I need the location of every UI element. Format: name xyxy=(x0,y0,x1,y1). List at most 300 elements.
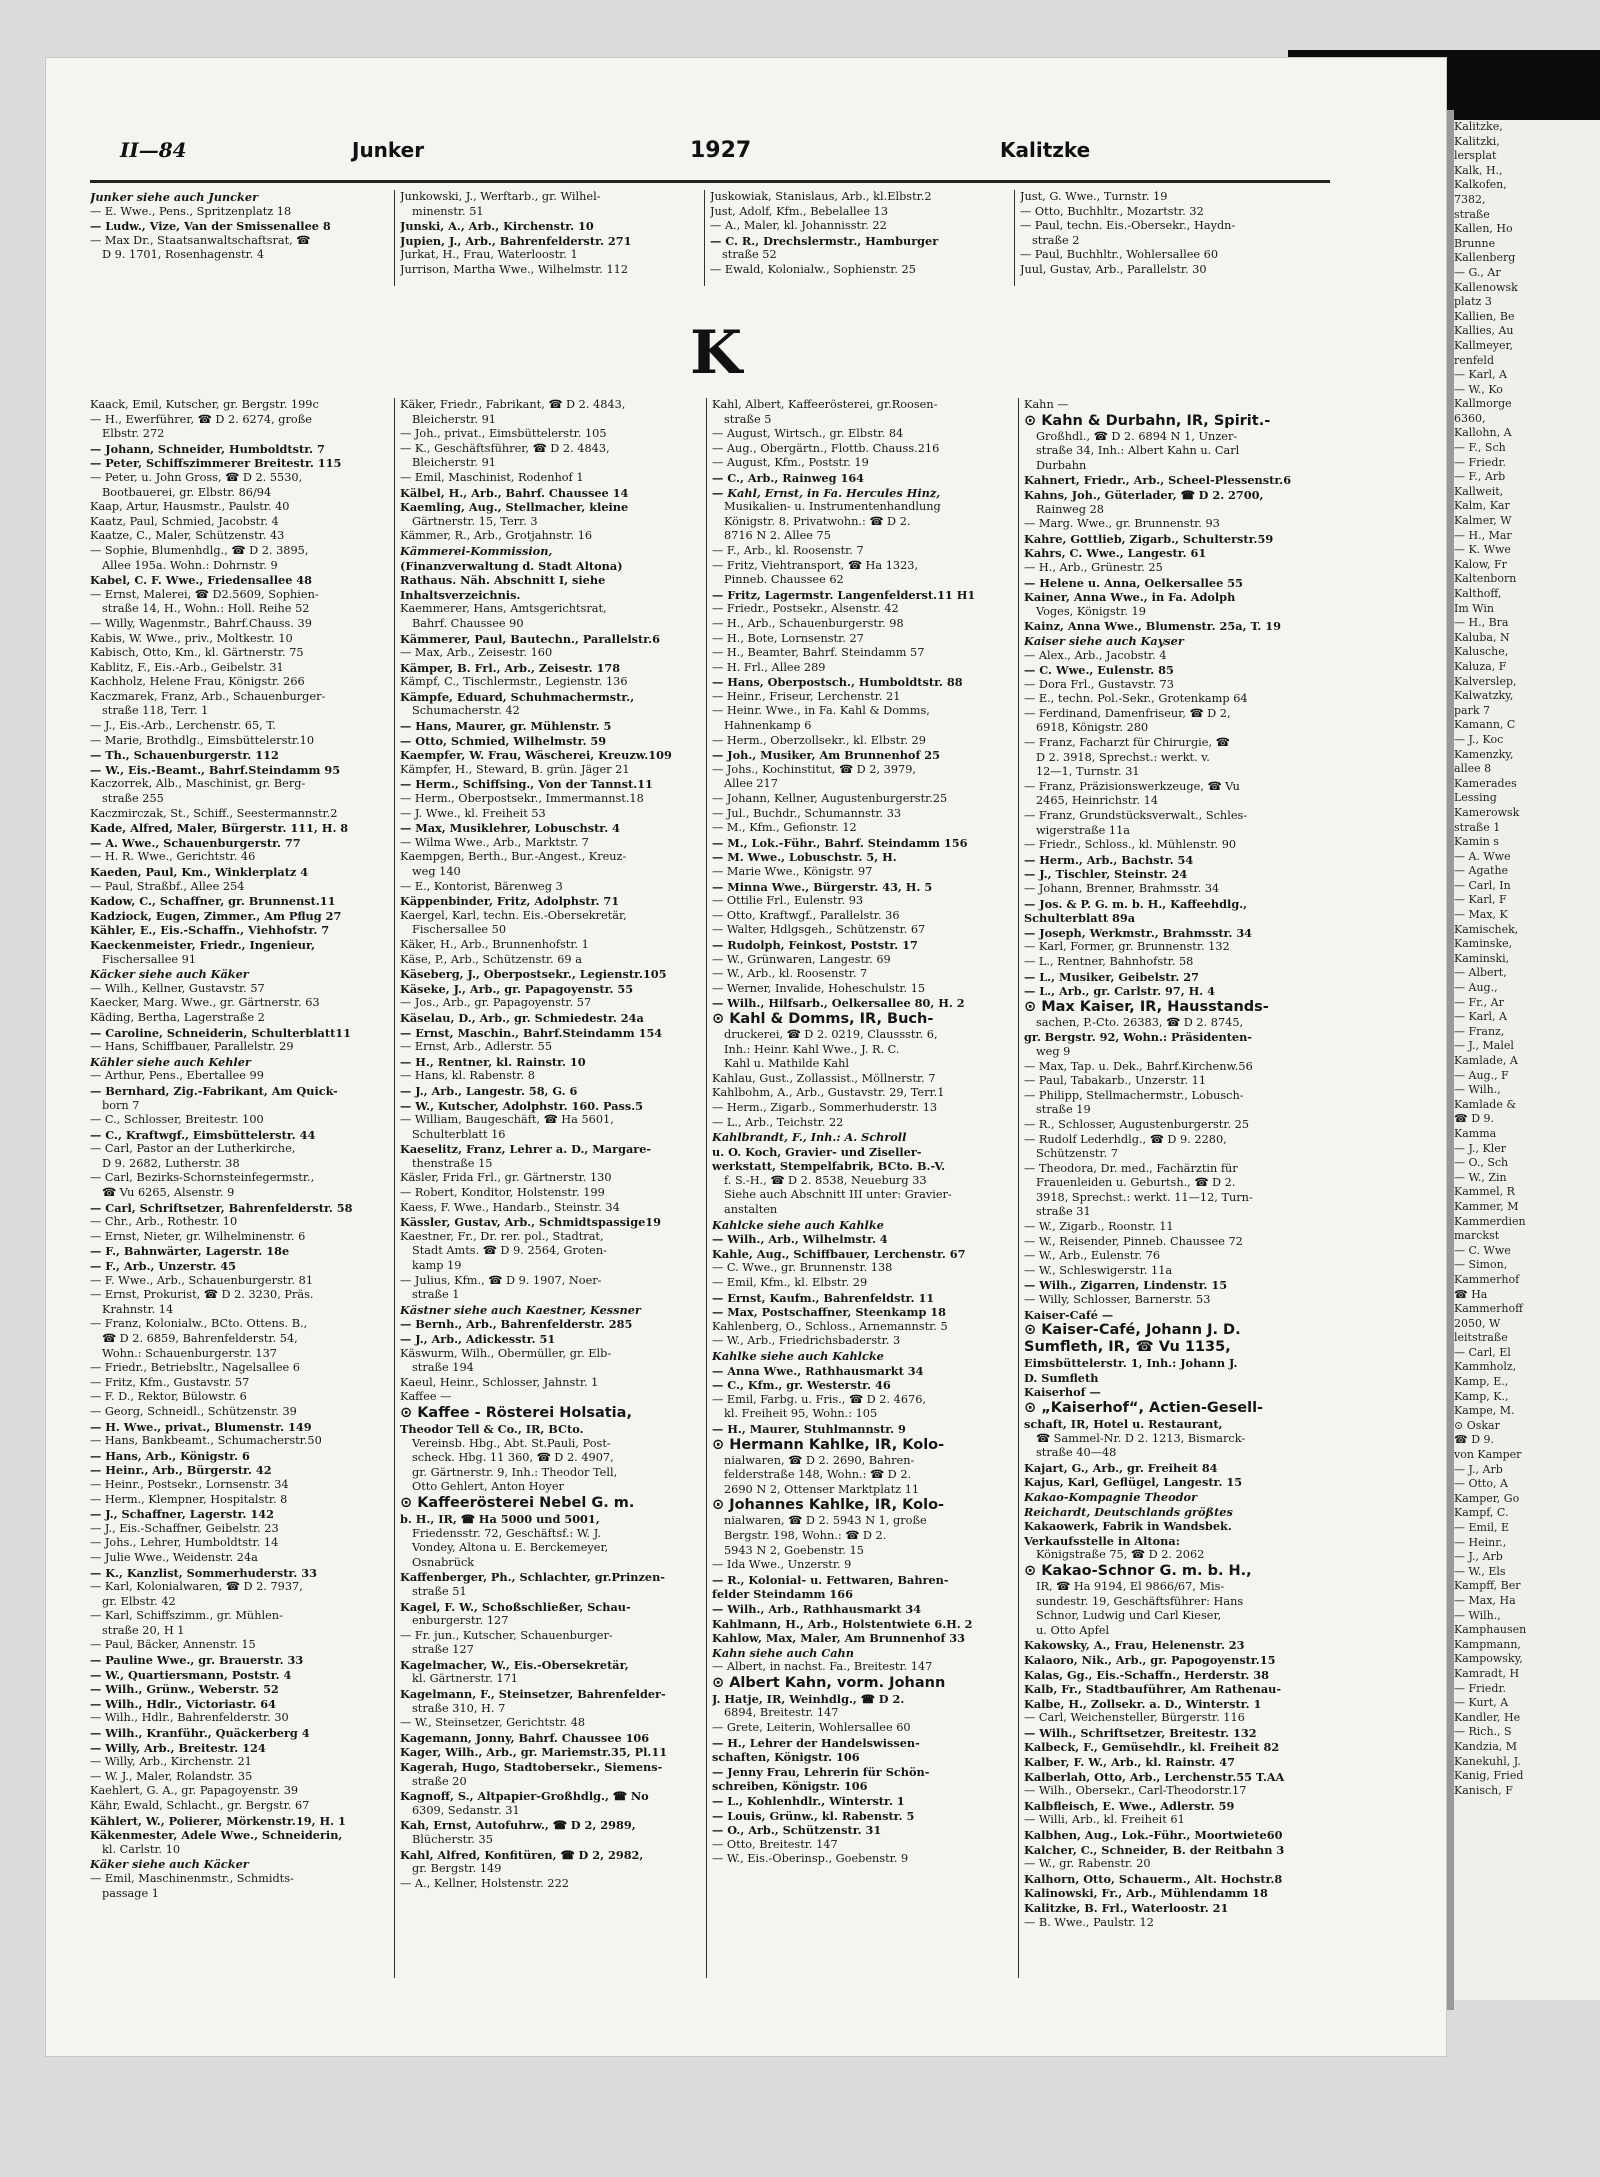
directory-entry-line: — Helene u. Anna, Oelkersallee 55 xyxy=(1024,575,1243,590)
directory-entry-line: Käkenmester, Adele Wwe., Schneiderin, xyxy=(90,1828,343,1843)
directory-entry-line: ⊙ Albert Kahn, vorm. Johann xyxy=(712,1674,946,1691)
directory-entry-line: — K., Kanzlist, Sommerhuderstr. 33 xyxy=(90,1565,317,1580)
directory-entry-line: Kalbe, H., Zollsekr. a. D., Winterstr. 1 xyxy=(1024,1696,1262,1711)
next-page-line: Im Win xyxy=(1454,601,1494,615)
next-page-line: Lessing xyxy=(1454,791,1497,805)
next-page-line: ⊙ Oskar xyxy=(1454,1418,1500,1432)
directory-entry-line: — J., Schaffner, Lagerstr. 142 xyxy=(90,1507,274,1522)
next-page-line: Kamradt, H xyxy=(1454,1666,1520,1680)
directory-entry-line: — Herm., Zigarb., Sommerhuderstr. 13 xyxy=(712,1100,938,1114)
next-page-line: Kalkofen, xyxy=(1454,178,1507,192)
directory-entry-line: 12—1, Turnstr. 31 xyxy=(1036,765,1140,779)
directory-entry-line: Kaempfer, W. Frau, Wäscherei, Kreuzw.109 xyxy=(400,748,672,763)
directory-entry-line: Kablitz, F., Eis.-Arb., Geibelstr. 31 xyxy=(90,660,284,674)
directory-entry-line: — W., Quartiersmann, Poststr. 4 xyxy=(90,1667,292,1682)
column-rule xyxy=(1014,190,1015,286)
directory-entry-line: Hahnenkamp 6 xyxy=(724,719,812,733)
directory-entry-line: — W., Arb., Eulenstr. 76 xyxy=(1024,1249,1161,1263)
next-page-line: — A. Wwe xyxy=(1454,849,1511,863)
directory-entry-line: — H., Lehrer der Handelswissen- xyxy=(712,1735,920,1750)
directory-entry-line: — H., Bote, Lornsenstr. 27 xyxy=(712,631,864,645)
directory-entry-line: Käse, P., Arb., Schützenstr. 69 a xyxy=(400,952,582,966)
directory-entry-line: Rainweg 28 xyxy=(1036,502,1104,516)
directory-entry-line: sachen, P.-Cto. 26383, ☎ D 2. 8745, xyxy=(1036,1015,1244,1029)
directory-entry-line: Kählert, W., Polierer, Mörkenstr.19, H. 1 xyxy=(90,1813,346,1828)
directory-entry-line: — Ferdinand, Damenfriseur, ☎ D 2, xyxy=(1024,706,1231,720)
directory-entry-line: Fischersallee 50 xyxy=(412,923,507,937)
directory-entry-line: (Finanzverwaltung d. Stadt Altona) xyxy=(400,558,623,573)
next-page-line: lersplat xyxy=(1454,149,1497,163)
directory-entry-line: — Ernst, Malerei, ☎ D2.5609, Sophien- xyxy=(90,587,319,601)
directory-entry-line: — Heinr. Wwe., in Fa. Kahl & Domms, xyxy=(712,704,930,718)
directory-entry-line: — H., Arb., Schauenburgerstr. 98 xyxy=(712,616,904,630)
next-page-line: — Fr., Ar xyxy=(1454,995,1504,1009)
directory-entry-line: — Johs., Kochinstitut, ☎ D 2, 3979, xyxy=(712,762,917,776)
book-spine xyxy=(1446,110,1454,2010)
next-page-line: Kallohn, A xyxy=(1454,426,1512,440)
directory-entry-line: Kahre, Gottlieb, Zigarb., Schulterstr.59 xyxy=(1024,531,1274,546)
header-rule xyxy=(90,180,1330,183)
directory-entry-line: — Paul, techn. Eis.-Obersekr., Haydn- xyxy=(1020,219,1236,233)
next-page-line: — Karl, A xyxy=(1454,1010,1507,1024)
directory-entry-line: ☎ D 2. 6859, Bahrenfelderstr. 54, xyxy=(102,1332,298,1345)
directory-entry-line: Krahnstr. 14 xyxy=(102,1302,174,1316)
directory-entry-line: Vereinsb. Hbg., Abt. St.Pauli, Post- xyxy=(412,1436,611,1450)
directory-entry-line: — Franz, Präzisionswerkzeuge, ☎ Vu xyxy=(1024,779,1240,793)
directory-entry-line: — M. Wwe., Lobuschstr. 5, H. xyxy=(712,850,897,865)
next-page-line: — Carl, In xyxy=(1454,878,1511,892)
directory-entry-line: — W., Zigarb., Roonstr. 11 xyxy=(1024,1220,1174,1234)
directory-entry-line: — Paul, Tabakarb., Unzerstr. 11 xyxy=(1024,1074,1207,1088)
directory-entry-line: — O., Arb., Schützenstr. 31 xyxy=(712,1823,882,1838)
directory-entry-line: Kaack, Emil, Kutscher, gr. Bergstr. 199c xyxy=(90,398,319,411)
directory-entry-line: Vondey, Altona u. E. Berckemeyer, xyxy=(412,1541,609,1555)
directory-entry-line: — F., Bahnwärter, Lagerstr. 18e xyxy=(90,1244,290,1259)
directory-entry-line: — Carl, Schriftsetzer, Bahrenfelderstr. 58 xyxy=(90,1200,353,1215)
directory-entry-line: Kadziock, Eugen, Zimmer., Am Pflug 27 xyxy=(90,908,342,923)
directory-entry-line: — Wilh., Grünw., Weberstr. 52 xyxy=(90,1682,279,1697)
directory-entry-line: — A., Kellner, Holstenstr. 222 xyxy=(400,1876,569,1890)
directory-entry-line: — K., Geschäftsführer, ☎ D 2. 4843, xyxy=(400,441,610,455)
next-page-line: — Agathe xyxy=(1454,864,1509,878)
directory-entry-line: nialwaren, ☎ D 2. 5943 N 1, große xyxy=(724,1514,927,1528)
directory-entry-line: — Wilh., Hdlr., Victoriastr. 64 xyxy=(90,1696,277,1711)
directory-entry-line: Kakao-Kompagnie Theodor xyxy=(1024,1489,1198,1504)
directory-entry-line: — Wilh., Hilfsarb., Oelkersallee 80, H. 2 xyxy=(712,996,965,1011)
column-rule xyxy=(706,398,707,1978)
next-page-line: Kallenowsk xyxy=(1454,280,1518,294)
next-page-line: von Kamper xyxy=(1454,1448,1522,1462)
directory-entry-line: gr. Gärtnerstr. 9, Inh.: Theodor Tell, xyxy=(412,1465,618,1479)
directory-entry-line: Musikalien- u. Instrumentenhandlung xyxy=(724,500,941,514)
directory-entry-line: Kahlmann, H., Arb., Holstentwiete 6.H. 2 xyxy=(712,1616,973,1631)
directory-entry-line: IR, ☎ Ha 9194, El 9866/67, Mis- xyxy=(1036,1579,1225,1593)
directory-entry-line: Otto Gehlert, Anton Hoyer xyxy=(412,1480,564,1494)
directory-entry-line: — Willy, Wagenmstr., Bahrf.Chauss. 39 xyxy=(90,616,312,630)
directory-entry-line: straße 20 xyxy=(412,1774,467,1788)
directory-entry-line: Juskowiak, Stanislaus, Arb., kl.Elbstr.2 xyxy=(710,190,932,203)
directory-entry-line: Kahlenberg, O., Schloss., Arnemannstr. 5 xyxy=(712,1319,948,1333)
directory-entry-line: straße 52 xyxy=(722,248,777,262)
directory-entry-line: passage 1 xyxy=(102,1886,159,1900)
directory-entry-line: Kaiser siehe auch Kayser xyxy=(1024,633,1184,648)
directory-entry-line: — Herm., Oberpostsekr., Immermannst.18 xyxy=(400,792,644,806)
directory-entry-line: Käswurm, Wilh., Obermüller, gr. Elb- xyxy=(400,1346,612,1360)
next-page-line: — Otto, A xyxy=(1454,1477,1508,1491)
next-page-line: Kammerhoff xyxy=(1454,1302,1523,1316)
directory-entry-line: — Aug., Obergärtn., Flottb. Chauss.216 xyxy=(712,441,940,455)
directory-entry-line: — R., Kolonial- u. Fettwaren, Bahren- xyxy=(712,1572,949,1587)
next-page-line: allee 8 xyxy=(1454,762,1492,776)
directory-entry-line: — Friedr., Schloss., kl. Mühlenstr. 90 xyxy=(1024,838,1237,852)
next-page-line: 6360, xyxy=(1454,411,1486,425)
directory-entry-line: — Emil, Kfm., kl. Elbstr. 29 xyxy=(712,1276,868,1290)
next-page-fragment xyxy=(1454,120,1600,2000)
directory-entry-line: Käppenbinder, Fritz, Adolphstr. 71 xyxy=(400,894,620,909)
directory-entry-line: Kalb, Fr., Stadtbauführer, Am Rathenau- xyxy=(1024,1682,1282,1697)
directory-entry-line: — Karl, Former, gr. Brunnenstr. 132 xyxy=(1024,940,1230,954)
next-page-line: Kampe, M. xyxy=(1454,1404,1515,1418)
directory-entry-line: Königstraße 75, ☎ D 2. 2062 xyxy=(1036,1548,1205,1562)
directory-entry-line: Kaiser-Café — xyxy=(1024,1307,1114,1322)
directory-entry-line: Bahrf. Chaussee 90 xyxy=(412,616,524,630)
directory-entry-line: straße 34, Inh.: Albert Kahn u. Carl xyxy=(1036,444,1240,458)
directory-entry-line: Kaatze, C., Maler, Schützenstr. 43 xyxy=(90,529,285,543)
directory-entry-line: Bergstr. 198, Wohn.: ☎ D 2. xyxy=(724,1528,887,1542)
next-page-line: Kallweit, xyxy=(1454,484,1504,498)
directory-entry-line: Kagerah, Hugo, Stadtobersekr., Siemens- xyxy=(400,1760,663,1775)
directory-entry-line: gr. Elbstr. 42 xyxy=(102,1594,176,1608)
directory-entry-line: — W., Grünwaren, Langestr. 69 xyxy=(712,952,891,966)
directory-entry-line: felder Steindamm 166 xyxy=(712,1587,854,1602)
next-page-line: straße 1 xyxy=(1454,820,1501,834)
directory-entry-line: Kämmerer, Paul, Bautechn., Parallelstr.6 xyxy=(400,631,660,646)
directory-entry-line: — Wilh., Obersekr., Carl-Theodorstr.17 xyxy=(1024,1784,1247,1798)
directory-entry-line: D. Sumfleth xyxy=(1024,1370,1099,1385)
directory-entry-line: Kahl, Albert, Kaffeerösterei, gr.Roosen- xyxy=(712,398,938,411)
directory-entry-line: Kahlau, Gust., Zollassist., Möllnerstr. 7 xyxy=(712,1071,936,1085)
directory-entry-line: Kalbhen, Aug., Lok.-Führ., Moortwiete60 xyxy=(1024,1828,1283,1843)
directory-entry-line: Kaiserhof — xyxy=(1024,1385,1101,1400)
directory-entry-line: — Wilh., Arb., Rathhausmarkt 34 xyxy=(712,1601,922,1616)
header-year: 1927 xyxy=(690,138,752,163)
directory-entry-line: ⊙ Kaffeerösterei Nebel G. m. xyxy=(400,1494,635,1511)
directory-entry-line: ⊙ Johannes Kahlke, IR, Kolo- xyxy=(712,1497,945,1514)
directory-entry-line: — Louis, Grünw., kl. Rabenstr. 5 xyxy=(712,1808,915,1823)
directory-entry-line: — Willy, Arb., Kirchenstr. 21 xyxy=(90,1755,252,1769)
next-page-line: — F., Sch xyxy=(1454,441,1506,455)
directory-entry-line: Kaeselitz, Franz, Lehrer a. D., Margare- xyxy=(400,1142,652,1157)
next-page-line: Kandler, He xyxy=(1454,1710,1521,1724)
directory-entry-line: — Hans, kl. Rabenstr. 8 xyxy=(400,1069,535,1083)
directory-entry-line: — Wilh., Kellner, Gustavstr. 57 xyxy=(90,981,265,995)
next-page-line: — Aug., xyxy=(1454,981,1498,995)
directory-entry-line: Kalas, Gg., Eis.-Schaffn., Herderstr. 38 xyxy=(1024,1667,1269,1682)
next-page-line: Kalthoff, xyxy=(1454,587,1502,600)
directory-entry-line: straße 127 xyxy=(412,1643,474,1657)
directory-entry-line: — Bernhard, Zig.-Fabrikant, Am Quick- xyxy=(90,1083,338,1098)
directory-entry-line: Kaehlert, G. A., gr. Papagoyenstr. 39 xyxy=(90,1784,299,1798)
directory-entry-line: — Herm., Schiffsing., Von der Tannst.11 xyxy=(400,777,653,792)
next-page-line: Kampowsky, xyxy=(1454,1652,1523,1666)
next-page-line: — Max, K xyxy=(1454,908,1508,922)
directory-entry-line: — Ernst, Nieter, gr. Wilhelminenstr. 6 xyxy=(90,1229,306,1243)
directory-entry-line: — Emil, Maschinist, Rodenhof 1 xyxy=(400,470,584,484)
directory-entry-line: — F., Arb., Unzerstr. 45 xyxy=(90,1259,237,1274)
directory-entry-line: Kaess, F. Wwe., Handarb., Steinstr. 34 xyxy=(400,1200,620,1214)
directory-entry-line: Schützenstr. 7 xyxy=(1036,1147,1118,1161)
directory-entry-line: — Marg. Wwe., gr. Brunnenstr. 93 xyxy=(1024,517,1220,531)
top-column xyxy=(710,190,1010,286)
directory-entry-line: Kager, Wilh., Arb., gr. Mariemstr.35, Pl.11 xyxy=(400,1745,668,1760)
directory-entry-line: — Max, Tap. u. Dek., Bahrf.Kirchenw.56 xyxy=(1024,1059,1253,1073)
directory-entry-line: Schulterblatt 16 xyxy=(412,1127,506,1141)
directory-entry-line: — Max Dr., Staatsanwaltschaftsrat, ☎ xyxy=(90,233,311,247)
directory-entry-line: — Rudolph, Feinkost, Poststr. 17 xyxy=(712,937,918,952)
directory-entry-line: Friedensstr. 72, Geschäftsf.: W. J. xyxy=(412,1526,601,1540)
directory-entry-line: — Bernh., Arb., Bahrenfelderstr. 285 xyxy=(400,1317,633,1332)
directory-entry-line: — Arthur, Pens., Ebertallee 99 xyxy=(90,1069,264,1083)
directory-entry-line: — Sophie, Blumenhdlg., ☎ D 2. 3895, xyxy=(90,543,309,557)
directory-entry-line: Kabis, W. Wwe., priv., Moltkestr. 10 xyxy=(90,631,293,645)
directory-entry-line: — Fritz, Viehtransport, ☎ Ha 1323, xyxy=(712,558,919,572)
directory-entry-line: — Jos., Arb., gr. Papagoyenstr. 57 xyxy=(400,996,592,1010)
column-rule xyxy=(1018,398,1019,1978)
directory-entry-line: Käker siehe auch Käcker xyxy=(90,1857,249,1872)
directory-entry-line: — Herm., Arb., Bachstr. 54 xyxy=(1024,852,1194,867)
directory-entry-line: — Johs., Lehrer, Humboldtstr. 14 xyxy=(90,1536,279,1550)
directory-entry-line: — Emil, Farbg. u. Fris., ☎ D 2. 4676, xyxy=(712,1392,927,1406)
directory-entry-line: Kämpfe, Eduard, Schuhmachermstr., xyxy=(400,689,635,704)
directory-entry-line: — Johann, Schneider, Humboldtstr. 7 xyxy=(90,441,325,456)
next-page-line: Kamper, Go xyxy=(1454,1491,1520,1505)
directory-entry-line: Kah, Ernst, Autofuhrw., ☎ D 2, 2989, xyxy=(400,1818,636,1833)
directory-entry-line: Durbahn xyxy=(1036,458,1087,472)
directory-entry-line: Schulterblatt 89a xyxy=(1024,911,1136,926)
directory-entry-line: straße 40—48 xyxy=(1036,1446,1117,1460)
directory-entry-line: — Wilh., Zigarren, Lindenstr. 15 xyxy=(1024,1278,1228,1293)
directory-entry-line: — Otto, Schmied, Wilhelmstr. 59 xyxy=(400,733,607,748)
directory-entry-line: — Minna Wwe., Bürgerstr. 43, H. 5 xyxy=(712,879,933,894)
directory-entry-line: 3918, Sprechst.: werkt. 11—12, Turn- xyxy=(1036,1190,1253,1204)
next-page-line: — H., Mar xyxy=(1454,528,1512,542)
directory-entry-line: Junker siehe auch Juncker xyxy=(90,190,259,204)
next-page-line: Kamin s xyxy=(1454,835,1499,849)
directory-entry-line: — W., Eis.-Beamt., Bahrf.Steindamm 95 xyxy=(90,762,341,777)
directory-entry-line: — Fritz, Kfm., Gustavstr. 57 xyxy=(90,1375,250,1389)
directory-entry-line: Kainz, Anna Wwe., Blumenstr. 25a, T. 19 xyxy=(1024,619,1281,634)
directory-entry-line: — Joh., privat., Eimsbüttelerstr. 105 xyxy=(400,427,607,441)
next-page-line: Kallien, Be xyxy=(1454,309,1515,323)
next-page-line: — C. Wwe xyxy=(1454,1243,1511,1257)
directory-entry-line: straße 19 xyxy=(1036,1103,1091,1117)
directory-entry-line: nialwaren, ☎ D 2. 2690, Bahren- xyxy=(724,1453,915,1467)
directory-entry-line: — Johann, Kellner, Augustenburgerstr.25 xyxy=(712,792,948,806)
directory-entry-line: Kalbfleisch, E. Wwe., Adlerstr. 59 xyxy=(1024,1798,1235,1813)
directory-entry-line: gr. Bergstr. 149 xyxy=(412,1862,502,1876)
directory-entry-line: Großhdl., ☎ D 2. 6894 N 1, Unzer- xyxy=(1036,429,1238,443)
directory-entry-line: ⊙ Hermann Kahlke, IR, Kolo- xyxy=(712,1436,945,1453)
next-page-line: — W., Ko xyxy=(1454,382,1503,396)
directory-entry-line: Junkowski, J., Werftarb., gr. Wilhel- xyxy=(400,190,601,203)
column-rule xyxy=(394,398,395,1978)
directory-entry-line: — Johann, Brenner, Brahmsstr. 34 xyxy=(1024,882,1220,895)
next-page-line: Kaminske, xyxy=(1454,937,1513,951)
directory-entry-line: Frauenleiden u. Geburtsh., ☎ D 2. xyxy=(1036,1176,1236,1190)
next-page-line: — Wilh., xyxy=(1454,1608,1501,1622)
directory-entry-line: Kahn siehe auch Cahn xyxy=(712,1645,854,1660)
directory-entry-line: — Julius, Kfm., ☎ D 9. 1907, Noer- xyxy=(400,1273,602,1287)
directory-entry-line: — H. Wwe., privat., Blumenstr. 149 xyxy=(90,1419,312,1434)
directory-entry-line: — Jos. & P. G. m. b. H., Kaffeehdlg., xyxy=(1024,896,1248,911)
directory-entry-line: — Robert, Konditor, Holstenstr. 199 xyxy=(400,1186,605,1200)
directory-entry-line: Kahnert, Friedr., Arb., Scheel-Plessenstr.6 xyxy=(1024,473,1292,488)
directory-entry-line: Jurkat, H., Frau, Waterloostr. 1 xyxy=(400,248,578,262)
directory-entry-line: — W., Eis.-Oberinsp., Goebenstr. 9 xyxy=(712,1852,909,1866)
next-page-line: Kanig, Fried xyxy=(1454,1769,1524,1783)
directory-entry-line: Kässler, Gustav, Arb., Schmidtspassige19 xyxy=(400,1215,662,1230)
next-page-line: — Friedr. xyxy=(1454,455,1507,469)
directory-entry-line: D 9. 2682, Lutherstr. 38 xyxy=(102,1156,240,1170)
directory-entry-line: Königstr. 8. Privatwohn.: ☎ D 2. xyxy=(724,514,911,528)
directory-entry-line: Käker, H., Arb., Brunnenhofstr. 1 xyxy=(400,937,589,951)
directory-entry-line: Kainer, Anna Wwe., in Fa. Adolph xyxy=(1024,590,1236,605)
directory-entry-line: Kämpf, C., Tischlermstr., Legienstr. 136 xyxy=(400,675,628,689)
directory-entry-line: Just, Adolf, Kfm., Bebelallee 13 xyxy=(710,204,889,218)
directory-entry-line: 5943 N 2, Goebenstr. 15 xyxy=(724,1543,864,1557)
directory-entry-line: 2690 N 2, Ottenser Marktplatz 11 xyxy=(724,1482,920,1496)
directory-entry-line: Bleicherstr. 91 xyxy=(412,456,496,470)
directory-entry-line: Kähler, E., Eis.-Schaffn., Viehhofstr. 7 xyxy=(90,923,330,938)
directory-entry-line: — Paul, Buchhltr., Wohlersallee 60 xyxy=(1020,248,1219,262)
next-page-line: Kammerdien xyxy=(1454,1214,1526,1228)
directory-entry-line: Blücherstr. 35 xyxy=(412,1833,493,1846)
directory-entry-line: Elbstr. 272 xyxy=(102,427,165,441)
directory-entry-line: — C., Schlosser, Breitestr. 100 xyxy=(90,1113,264,1127)
directory-entry-line: straße 118, Terr. 1 xyxy=(102,704,209,718)
directory-entry-line: Kahlcke siehe auch Kahlke xyxy=(712,1217,884,1232)
directory-entry-line: — Th., Schauenburgerstr. 112 xyxy=(90,748,279,763)
directory-entry-line: — H. Frl., Allee 289 xyxy=(712,660,826,674)
directory-entry-line: — Jul., Buchdr., Schumannstr. 33 xyxy=(712,806,902,820)
next-page-line: — Franz, xyxy=(1454,1024,1505,1038)
next-page-line: — G., Ar xyxy=(1454,265,1501,279)
directory-entry-line: straße 31 xyxy=(1036,1205,1091,1219)
directory-entry-line: — Marie, Brothdlg., Eimsbüttelerstr.10 xyxy=(90,733,315,747)
directory-entry-line: enburgerstr. 127 xyxy=(412,1614,509,1628)
directory-entry-line: — C., Arb., Rainweg 164 xyxy=(712,470,865,485)
next-page-line: Kalusche, xyxy=(1454,645,1509,659)
directory-entry-line: — A. Wwe., Schauenburgerstr. 77 xyxy=(90,835,301,850)
directory-entry-line: — Wilh., Kranführ., Quäckerberg 4 xyxy=(90,1726,310,1741)
next-page-line: Kalk, H., xyxy=(1454,163,1503,177)
directory-entry-line: straße 1 xyxy=(412,1288,460,1302)
next-page-line: Kamphausen xyxy=(1454,1623,1527,1637)
directory-entry-line: Käker, Friedr., Fabrikant, ☎ D 2. 4843, xyxy=(400,398,626,411)
directory-entry-line: — Georg, Schneidl., Schützenstr. 39 xyxy=(90,1404,297,1418)
directory-entry-line: Kaeul, Heinr., Schlosser, Jahnstr. 1 xyxy=(400,1375,599,1389)
directory-entry-line: — J. Wwe., kl. Freiheit 53 xyxy=(400,806,546,820)
directory-entry-line: weg 9 xyxy=(1036,1044,1071,1058)
section-letter: K xyxy=(690,318,743,388)
directory-entry-line: Theodor Tell & Co., IR, BCto. xyxy=(400,1421,584,1436)
directory-entry-line: Kagnoff, S., Altpapier-Großhdlg., ☎ No xyxy=(400,1789,649,1804)
directory-entry-line: Pinneb. Chaussee 62 xyxy=(724,573,844,587)
directory-entry-line: ☎ Vu 6265, Alsenstr. 9 xyxy=(102,1186,235,1200)
directory-entry-line: Inhaltsverzeichnis. xyxy=(400,587,521,602)
directory-entry-line: Kahl u. Mathilde Kahl xyxy=(724,1057,850,1071)
directory-entry-line: — J., Arb., Adickesstr. 51 xyxy=(400,1332,556,1346)
directory-entry-line: — Chr., Arb., Rothestr. 10 xyxy=(90,1215,238,1229)
directory-entry-line: — August, Kfm., Poststr. 19 xyxy=(712,456,869,470)
directory-entry-line: Jupien, J., Arb., Bahrenfelderstr. 271 xyxy=(400,233,632,248)
directory-entry-line: Kämmer, R., Arb., Grotjahnstr. 16 xyxy=(400,529,593,543)
directory-entry-line: kl. Freiheit 95, Wohn.: 105 xyxy=(724,1407,878,1421)
directory-entry-line: Jurrison, Martha Wwe., Wilhelmstr. 112 xyxy=(400,262,629,276)
directory-entry-line: ⊙ Max Kaiser, IR, Hausstands- xyxy=(1024,998,1269,1015)
directory-entry-line: — Karl, Kolonialwaren, ☎ D 2. 7937, xyxy=(90,1580,303,1594)
next-page-line: Kalitzki, xyxy=(1454,134,1500,148)
directory-entry-line: — F. D., Rektor, Bülowstr. 6 xyxy=(90,1390,247,1404)
next-page-line: Kamlade, A xyxy=(1454,1054,1518,1067)
directory-entry-line: — H., Rentner, kl. Rainstr. 10 xyxy=(400,1054,586,1069)
next-page-line: Kamma xyxy=(1454,1126,1497,1140)
directory-entry-line: — C. Wwe., gr. Brunnenstr. 138 xyxy=(712,1261,893,1275)
directory-entry-line: — F. Wwe., Arb., Schauenburgerstr. 81 xyxy=(90,1273,314,1287)
directory-entry-line: Kalhorn, Otto, Schauerm., Alt. Hochstr.8 xyxy=(1024,1871,1283,1886)
directory-entry-line: — Joseph, Werkmstr., Brahmsstr. 34 xyxy=(1024,925,1253,940)
directory-entry-line: — Emil, Maschinenmstr., Schmidts- xyxy=(90,1871,294,1885)
directory-entry-line: — Peter, Schiffszimmerer Breitestr. 115 xyxy=(90,456,342,471)
header-right-keyword: Kalitzke xyxy=(1000,138,1091,162)
directory-entry-line: — Peter, u. John Gross, ☎ D 2. 5530, xyxy=(90,470,303,484)
directory-entry-line: u. Otto Apfel xyxy=(1036,1623,1110,1637)
directory-entry-line: Kästner siehe auch Kaestner, Kessner xyxy=(400,1302,641,1317)
next-page-line: Brunne xyxy=(1454,236,1496,250)
directory-entry-line: — Walter, Hdlgsgeh., Schützenstr. 67 xyxy=(712,923,926,937)
next-page-line: Kammel, R xyxy=(1454,1185,1515,1199)
directory-entry-line: — Herm., Klempner, Hospitalstr. 8 xyxy=(90,1492,288,1506)
directory-entry-line: 6894, Breitestr. 147 xyxy=(724,1706,839,1720)
next-page-line: Kamerowsk xyxy=(1454,805,1520,819)
page-number: II—84 xyxy=(120,138,187,162)
directory-entry-line: — W., Arb., kl. Roosenstr. 7 xyxy=(712,967,868,981)
directory-entry-line: — Joh., Musiker, Am Brunnenhof 25 xyxy=(712,748,940,763)
directory-entry-line: — Julie Wwe., Weidenstr. 24a xyxy=(90,1550,258,1564)
directory-entry-line: — C., Kraftwgf., Eimsbüttelerstr. 44 xyxy=(90,1127,316,1142)
directory-entry-line: — Marie Wwe., Königstr. 97 xyxy=(712,865,873,878)
directory-entry-line: — Friedr., Postsekr., Alsenstr. 42 xyxy=(712,602,899,616)
next-page-line: Kampff, Ber xyxy=(1454,1579,1521,1593)
directory-entry-line: Allee 195a. Wohn.: Dohrnstr. 9 xyxy=(102,558,278,572)
directory-entry-line: Kalitzke, B. Frl., Waterloostr. 21 xyxy=(1024,1901,1229,1915)
directory-entry-line: schreiben, Königstr. 106 xyxy=(712,1779,868,1794)
directory-entry-line: — Hans, Maurer, gr. Mühlenstr. 5 xyxy=(400,719,612,734)
directory-entry-line: — Karl, Schiffszimm., gr. Mühlen- xyxy=(90,1609,283,1623)
directory-entry-line: — Willy, Schlosser, Barnerstr. 53 xyxy=(1024,1293,1211,1307)
directory-entry-line: ⊙ Kahl & Domms, IR, Buch- xyxy=(712,1010,934,1027)
next-page-line: Kallies, Au xyxy=(1454,324,1514,338)
directory-entry-line: Kahlbrandt, F., Inh.: A. Schroll xyxy=(712,1130,907,1145)
directory-entry-line: Kachholz, Helene Frau, Königstr. 266 xyxy=(90,675,305,689)
directory-entry-line: — Heinr., Arb., Bürgerstr. 42 xyxy=(90,1463,272,1478)
next-page-line: — O., Sch xyxy=(1454,1156,1509,1170)
directory-entry-line: — W., Reisender, Pinneb. Chaussee 72 xyxy=(1024,1234,1243,1248)
directory-entry-line: thenstraße 15 xyxy=(412,1156,493,1170)
directory-entry-line: 6918, Königstr. 280 xyxy=(1036,721,1149,735)
directory-entry-line: Gärtnerstr. 15, Terr. 3 xyxy=(412,514,538,528)
directory-entry-line: Schumacherstr. 42 xyxy=(412,704,520,718)
